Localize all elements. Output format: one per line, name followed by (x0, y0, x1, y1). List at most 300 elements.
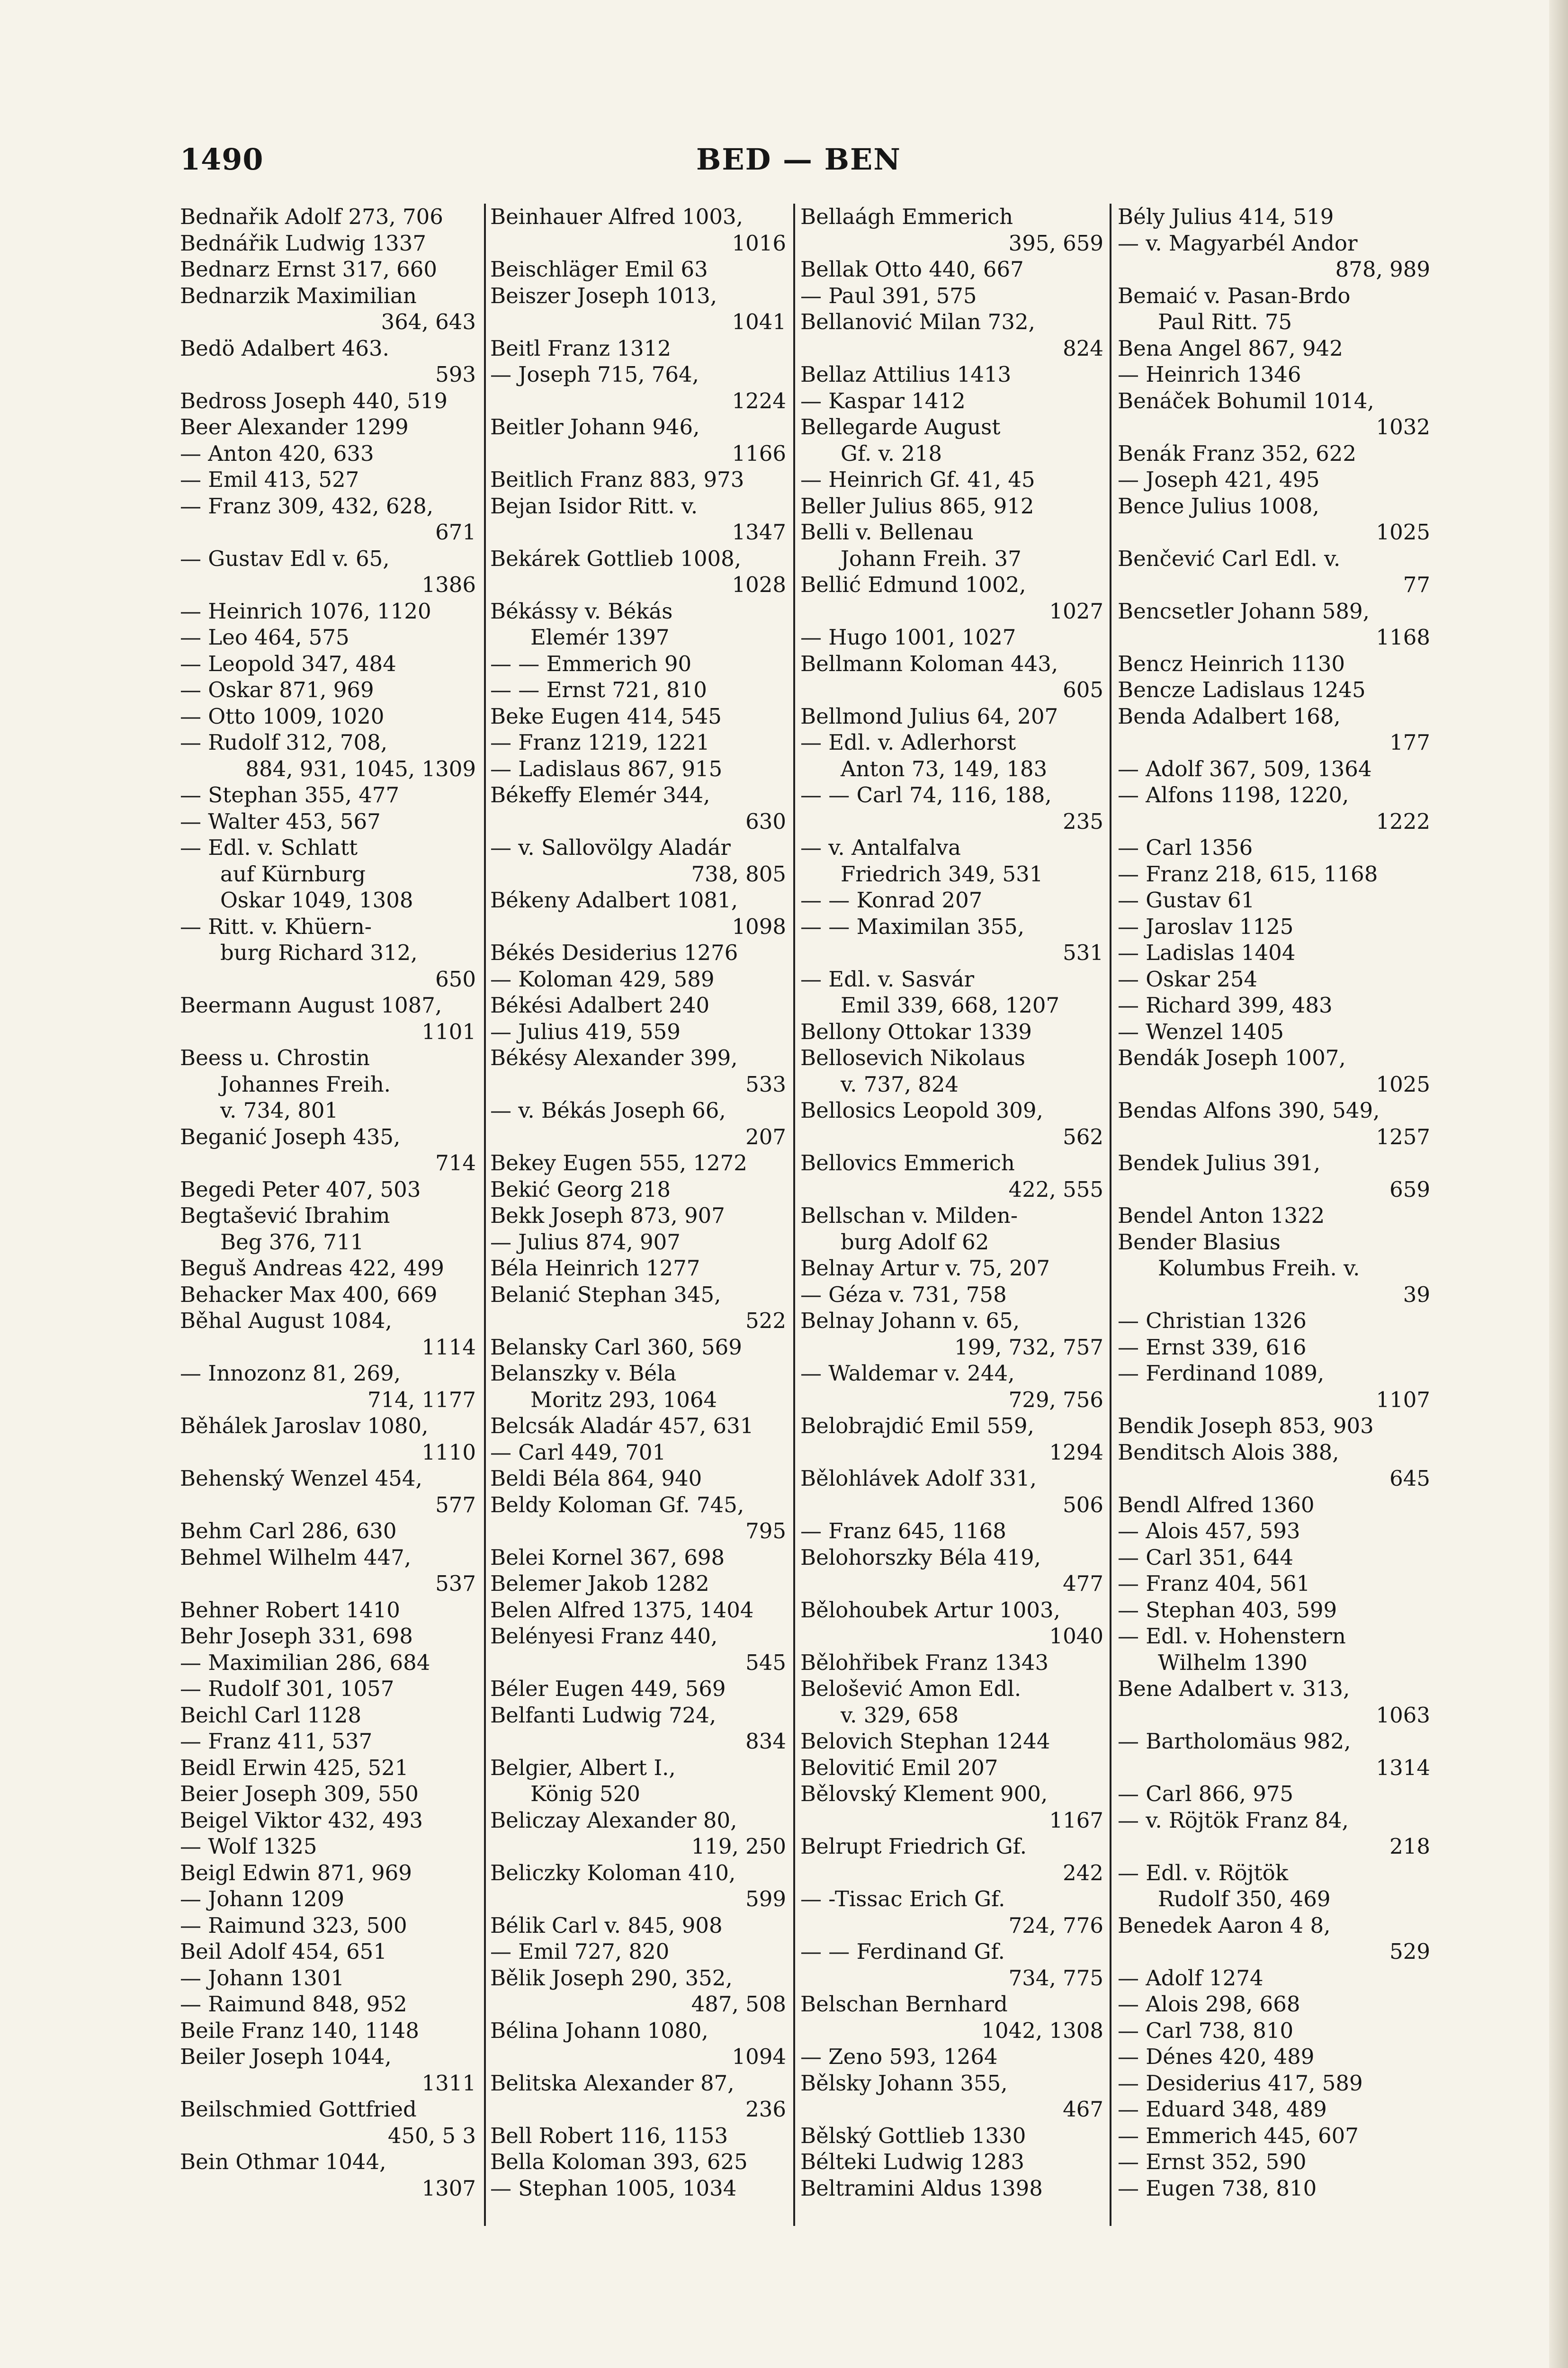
index-entry: Gf. v. 218 (841, 440, 942, 466)
index-entry: Beke Eugen 414, 545 (490, 703, 722, 729)
index-entry: Beliczay Alexander 80, (490, 1807, 737, 1833)
index-entry: Běhal August 1084, (180, 1308, 392, 1333)
index-entry: 630 (745, 808, 786, 834)
index-entry: Bellmond Julius 64, 207 (800, 703, 1058, 729)
index-entry: — Edl. v. Sasvár (800, 966, 975, 992)
index-entry: Békési Adalbert 240 (490, 993, 710, 1018)
index-entry: — Edl. v. Schlatt (180, 835, 358, 860)
index-entry: 422, 555 (1008, 1176, 1103, 1202)
index-entry: — Maximilian 286, 684 (180, 1650, 430, 1675)
index-entry: — Rudolf 312, 708, (180, 730, 388, 755)
index-entry: 645 (1389, 1466, 1430, 1491)
page-number: 1490 (180, 142, 264, 177)
index-entry: 834 (745, 1729, 786, 1754)
index-entry: Benedek Aaron 4 8, (1118, 1912, 1331, 1938)
index-entry: Belnay Johann v. 65, (800, 1308, 1020, 1333)
index-entry: 1016 (732, 230, 786, 256)
index-entry: — Joseph 715, 764, (490, 362, 699, 387)
index-entry: — Stephan 1005, 1034 (490, 2175, 737, 2201)
index-entry: 199, 732, 757 (954, 1334, 1103, 1360)
index-entry: Bellak Otto 440, 667 (800, 257, 1024, 282)
index-entry: Beil Adolf 454, 651 (180, 1939, 387, 1964)
index-entry: — Alfons 1198, 1220, (1118, 782, 1349, 807)
index-entry: — Otto 1009, 1020 (180, 703, 385, 729)
index-entry: 1110 (421, 1439, 476, 1465)
index-entry: Bělohoubek Artur 1003, (800, 1597, 1060, 1623)
index-entry: 1063 (1376, 1702, 1430, 1728)
index-entry: — v. Békás Joseph 66, (490, 1098, 726, 1123)
index-entry: — Alois 457, 593 (1118, 1518, 1300, 1543)
index-entry: 884, 931, 1045, 1309 (245, 756, 476, 781)
index-entry: — Innozonz 81, 269, (180, 1361, 401, 1386)
index-entry: 177 (1389, 730, 1430, 755)
index-entry: Bělohřibek Franz 1343 (800, 1650, 1049, 1675)
index-entry: Bednarz Ernst 317, 660 (180, 257, 438, 282)
index-entry: 671 (435, 520, 476, 545)
index-entry: Bellaz Attilius 1413 (800, 362, 1012, 387)
index-entry: Bencsetler Johann 589, (1118, 598, 1370, 624)
index-entry: 477 (1063, 1571, 1103, 1596)
index-entry: burg Richard 312, (220, 940, 418, 965)
index-entry: Békeffy Elemér 344, (490, 782, 710, 807)
index-entry: 1167 (1049, 1807, 1103, 1833)
index-entry: 714, 1177 (367, 1387, 476, 1412)
index-entry: — Ernst 339, 616 (1118, 1334, 1307, 1360)
index-entry: 1311 (421, 2070, 476, 2096)
index-entry: Bendl Alfred 1360 (1118, 1492, 1315, 1517)
index-entry: — Anton 420, 633 (180, 440, 374, 466)
index-entry: 39 (1403, 1282, 1430, 1307)
index-entry: burg Adolf 62 (841, 1229, 989, 1255)
index-entry: Bellovics Emmerich (800, 1150, 1015, 1175)
index-entry: Bene Adalbert v. 313, (1118, 1676, 1350, 1701)
index-entry: Bellschan v. Milden- (800, 1203, 1018, 1228)
index-entry: — Adolf 367, 509, 1364 (1118, 756, 1372, 781)
index-entry: 1101 (421, 1019, 476, 1044)
index-entry: Belcsák Aladár 457, 631 (490, 1413, 754, 1438)
index-entry: Běhálek Jaroslav 1080, (180, 1413, 429, 1438)
index-entry: — Franz 309, 432, 628, (180, 493, 434, 519)
index-entry: Benáček Bohumil 1014, (1118, 388, 1374, 413)
index-entry: Bellanović Milan 732, (800, 309, 1035, 334)
index-entry: — Julius 874, 907 (490, 1229, 681, 1255)
index-entry: Paul Ritt. 75 (1158, 309, 1292, 334)
index-entry: Belansky Carl 360, 569 (490, 1334, 742, 1360)
index-entry: — Paul 391, 575 (800, 283, 977, 308)
index-entry: Belgier, Albert I., (490, 1755, 676, 1780)
index-entry: Begedi Peter 407, 503 (180, 1176, 421, 1202)
index-entry: Behacker Max 400, 669 (180, 1282, 438, 1307)
index-entry: — Waldemar v. 244, (800, 1361, 1015, 1386)
column-3 (800, 204, 1103, 2231)
index-entry: Beg 376, 711 (220, 1229, 364, 1255)
index-entry: — Hugo 1001, 1027 (800, 625, 1016, 650)
index-entry: 1032 (1376, 414, 1430, 440)
index-entry: Beltramini Aldus 1398 (800, 2175, 1043, 2201)
page-edge (1549, 0, 1568, 2368)
index-entry: — Christian 1326 (1118, 1308, 1307, 1333)
index-entry: 1025 (1376, 1071, 1430, 1097)
index-entry: 1040 (1049, 1624, 1103, 1649)
index-entry: Johann Freih. 37 (841, 546, 1021, 571)
column-divider (1110, 204, 1111, 2226)
index-entry: 364, 643 (381, 309, 476, 334)
index-entry: Bejan Isidor Ritt. v. (490, 493, 698, 519)
index-entry: Behm Carl 286, 630 (180, 1518, 397, 1543)
index-entry: Belobrajdić Emil 559, (800, 1413, 1034, 1438)
index-entry: — Carl 1356 (1118, 835, 1253, 860)
index-entry: Belen Alfred 1375, 1404 (490, 1597, 754, 1623)
index-entry: 218 (1389, 1834, 1430, 1859)
index-entry: Beier Joseph 309, 550 (180, 1781, 419, 1806)
index-entry: — Alois 298, 668 (1118, 1991, 1300, 2017)
index-entry: Bender Blasius (1118, 1229, 1281, 1255)
index-entry: 593 (435, 362, 476, 387)
index-entry: Belohorszky Béla 419, (800, 1544, 1041, 1570)
index-entry: Benda Adalbert 168, (1118, 703, 1341, 729)
index-entry: — Carl 351, 644 (1118, 1544, 1294, 1570)
index-entry: Bendas Alfons 390, 549, (1118, 1098, 1380, 1123)
index-entry: Belschan Bernhard (800, 1991, 1008, 2017)
index-entry: Belli v. Bellenau (800, 520, 974, 545)
index-entry: Belemer Jakob 1282 (490, 1571, 709, 1596)
index-entry: 1347 (732, 520, 786, 545)
index-entry: — Emil 413, 527 (180, 467, 359, 492)
index-entry: 545 (745, 1650, 786, 1675)
index-entry: Bella Koloman 393, 625 (490, 2149, 748, 2174)
index-entry: 207 (745, 1124, 786, 1149)
index-entry: — -Tissac Erich Gf. (800, 1886, 1005, 1911)
index-entry: — Ladislaus 867, 915 (490, 756, 723, 781)
index-entry: Beidl Erwin 425, 521 (180, 1755, 409, 1780)
index-columns (180, 204, 1530, 2231)
column-divider (793, 204, 795, 2226)
index-entry: Beile Franz 140, 1148 (180, 2018, 419, 2043)
index-entry: 650 (435, 966, 476, 992)
index-entry: Bedö Adalbert 463. (180, 335, 389, 361)
index-entry: Bence Julius 1008, (1118, 493, 1319, 519)
index-entry: — Joseph 421, 495 (1118, 467, 1320, 492)
index-entry: 1098 (732, 914, 786, 939)
index-entry: — Julius 419, 559 (490, 1019, 681, 1044)
index-entry: — Ferdinand 1089, (1118, 1361, 1325, 1386)
index-entry: — Leopold 347, 484 (180, 651, 396, 676)
index-entry: — Edl. v. Röjtök (1118, 1860, 1289, 1885)
index-entry: Beermann August 1087, (180, 993, 442, 1018)
index-entry: Beldy Koloman Gf. 745, (490, 1492, 744, 1517)
index-entry: 450, 5 3 (387, 2123, 476, 2148)
index-entry: — Eugen 738, 810 (1118, 2175, 1317, 2201)
index-entry: 522 (745, 1308, 786, 1333)
index-entry: Bellić Edmund 1002, (800, 572, 1026, 597)
index-entry: Belovitić Emil 207 (800, 1755, 998, 1780)
index-entry: — Oskar 254 (1118, 966, 1258, 992)
index-entry: Bělovský Klement 900, (800, 1781, 1048, 1806)
index-entry: Beitler Johann 946, (490, 414, 700, 440)
index-entry: — Ernst 352, 590 (1118, 2149, 1307, 2174)
index-entry: — Wolf 1325 (180, 1834, 317, 1859)
index-entry: Beller Julius 865, 912 (800, 493, 1034, 519)
index-entry: 1028 (732, 572, 786, 597)
index-entry: 1314 (1376, 1755, 1430, 1780)
index-entry: — Johann 1301 (180, 1965, 345, 1991)
index-entry: Beitl Franz 1312 (490, 335, 671, 361)
index-entry: Belnay Artur v. 75, 207 (800, 1256, 1050, 1281)
index-entry: — Johann 1209 (180, 1886, 345, 1911)
index-entry: 531 (1063, 940, 1103, 965)
index-entry: Belényesi Franz 440, (490, 1624, 718, 1649)
index-entry: — Richard 399, 483 (1118, 993, 1333, 1018)
index-entry: Bělský Gottlieb 1330 (800, 2123, 1026, 2148)
index-entry: — — Emmerich 90 (490, 651, 692, 676)
index-entry: — Franz 645, 1168 (800, 1518, 1006, 1543)
index-entry: — Stephan 403, 599 (1118, 1597, 1337, 1623)
column-1 (180, 204, 476, 2231)
index-entry: Rudolf 350, 469 (1158, 1886, 1331, 1911)
index-entry: 1386 (421, 572, 476, 597)
index-entry: v. 737, 824 (841, 1071, 959, 1097)
index-entry: 77 (1403, 572, 1430, 597)
index-entry: 1114 (421, 1334, 476, 1360)
index-entry: 659 (1389, 1176, 1430, 1202)
index-entry: Beichl Carl 1128 (180, 1702, 361, 1728)
index-entry: — Koloman 429, 589 (490, 966, 715, 992)
index-entry: — Gustav Edl v. 65, (180, 546, 390, 571)
index-entry: Bekić Georg 218 (490, 1176, 671, 1202)
index-entry: — Franz 411, 537 (180, 1729, 373, 1754)
index-entry: Belfanti Ludwig 724, (490, 1702, 717, 1728)
index-entry: 537 (435, 1571, 476, 1596)
index-entry: 1094 (732, 2044, 786, 2069)
index-entry: Belošević Amon Edl. (800, 1676, 1021, 1701)
column-divider (484, 204, 486, 2226)
index-entry: 236 (745, 2097, 786, 2122)
index-entry: — Zeno 593, 1264 (800, 2044, 998, 2069)
index-entry: Bellosevich Nikolaus (800, 1045, 1026, 1070)
index-entry: Bélina Johann 1080, (490, 2018, 708, 2043)
index-entry: — Heinrich 1346 (1118, 362, 1301, 387)
index-entry: König 520 (530, 1781, 640, 1806)
index-entry: Bellegarde August (800, 414, 1001, 440)
index-entry: Békássy v. Békás (490, 598, 673, 624)
index-entry: Belanszky v. Béla (490, 1361, 677, 1386)
index-entry: Bednarzik Maximilian (180, 283, 417, 308)
index-entry: Belei Kornel 367, 698 (490, 1544, 725, 1570)
index-entry: 119, 250 (691, 1834, 786, 1859)
index-entry: — Heinrich 1076, 1120 (180, 598, 431, 624)
index-entry: — Jaroslav 1125 (1118, 914, 1294, 939)
index-entry: — Bartholomäus 982, (1118, 1729, 1351, 1754)
index-entry: Elemér 1397 (530, 625, 670, 650)
index-entry: 1107 (1376, 1387, 1430, 1412)
index-entry: 235 (1063, 808, 1103, 834)
index-entry: Bellmann Koloman 443, (800, 651, 1058, 676)
index-entry: — Géza v. 731, 758 (800, 1282, 1007, 1307)
index-entry: — Desiderius 417, 589 (1118, 2070, 1363, 2096)
index-entry: 605 (1063, 677, 1103, 702)
index-entry: Bencz Heinrich 1130 (1118, 651, 1345, 676)
page-header (180, 142, 1530, 180)
index-entry: 1224 (732, 388, 786, 413)
index-entry: Beigel Viktor 432, 493 (180, 1807, 423, 1833)
index-entry: Béler Eugen 449, 569 (490, 1676, 726, 1701)
index-entry: Kolumbus Freih. v. (1158, 1256, 1360, 1281)
index-entry: Bendek Julius 391, (1118, 1150, 1321, 1175)
index-entry: Bendel Anton 1322 (1118, 1203, 1325, 1228)
index-entry: — Stephan 355, 477 (180, 782, 400, 807)
index-entry: — v. Röjtök Franz 84, (1118, 1807, 1349, 1833)
index-entry: Beess u. Chrostin (180, 1045, 370, 1070)
index-entry: 1041 (732, 309, 786, 334)
index-entry: Beer Alexander 1299 (180, 414, 409, 440)
index-entry: — Leo 464, 575 (180, 625, 349, 650)
index-entry: Békeny Adalbert 1081, (490, 888, 738, 913)
index-entry: Bélik Carl v. 845, 908 (490, 1912, 723, 1938)
index-entry: — — Maximilan 355, (800, 914, 1025, 939)
index-entry: Bendák Joseph 1007, (1118, 1045, 1346, 1070)
index-entry: Emil 339, 668, 1207 (841, 993, 1060, 1018)
index-entry: 599 (745, 1886, 786, 1911)
index-entry: Bellosics Leopold 309, (800, 1098, 1043, 1123)
index-entry: Bein Othmar 1044, (180, 2149, 386, 2174)
index-entry: — Carl 738, 810 (1118, 2018, 1294, 2043)
index-entry: Belrupt Friedrich Gf. (800, 1834, 1027, 1859)
index-entry: — Carl 449, 701 (490, 1439, 666, 1465)
index-entry: — Wenzel 1405 (1118, 1019, 1284, 1044)
index-entry: 1307 (421, 2175, 476, 2201)
index-entry: Wilhelm 1390 (1158, 1650, 1308, 1675)
index-entry: Bedross Joseph 440, 519 (180, 388, 448, 413)
index-entry: — Ladislas 1404 (1118, 940, 1296, 965)
index-entry: Bencze Ladislaus 1245 (1118, 677, 1366, 702)
index-entry: 878, 989 (1335, 257, 1430, 282)
index-entry: 1042, 1308 (981, 2018, 1103, 2043)
index-entry: 824 (1063, 335, 1103, 361)
index-entry: Oskar 1049, 1308 (220, 888, 413, 913)
index-entry: — Heinrich Gf. 41, 45 (800, 467, 1035, 492)
index-entry: Bekk Joseph 873, 907 (490, 1203, 725, 1228)
index-entry: Beilschmied Gottfried (180, 2097, 417, 2122)
index-entry: Bendik Joseph 853, 903 (1118, 1413, 1374, 1438)
index-entry: — Franz 404, 561 (1118, 1571, 1310, 1596)
index-entry: Beischläger Emil 63 (490, 257, 708, 282)
index-entry: Beiler Joseph 1044, (180, 2044, 392, 2069)
index-entry: — Edl. v. Hohenstern (1118, 1624, 1346, 1649)
index-entry: — Franz 1219, 1221 (490, 730, 710, 755)
index-entry: 529 (1389, 1939, 1430, 1964)
index-entry: 506 (1063, 1492, 1103, 1517)
index-entry: — Eduard 348, 489 (1118, 2097, 1327, 2122)
index-entry: auf Kürnburg (220, 861, 366, 887)
index-entry: Bednařik Adolf 273, 706 (180, 204, 443, 229)
index-entry: Béla Heinrich 1277 (490, 1256, 700, 1281)
column-2 (490, 204, 786, 2231)
index-entry: 734, 775 (1008, 1965, 1103, 1991)
index-entry: Belitska Alexander 87, (490, 2070, 735, 2096)
index-entry: — Dénes 420, 489 (1118, 2044, 1315, 2069)
index-entry: — — Ernst 721, 810 (490, 677, 707, 702)
index-entry: Benák Franz 352, 622 (1118, 440, 1357, 466)
index-entry: 724, 776 (1008, 1912, 1103, 1938)
index-entry: Bělohlávek Adolf 331, (800, 1466, 1037, 1491)
index-entry: — Edl. v. Adlerhorst (800, 730, 1016, 755)
index-entry: 714 (435, 1150, 476, 1175)
index-entry: Bellaágh Emmerich (800, 204, 1013, 229)
index-entry: v. 329, 658 (841, 1702, 959, 1728)
index-entry: Beliczky Koloman 410, (490, 1860, 736, 1885)
index-entry: — Adolf 1274 (1118, 1965, 1263, 1991)
index-entry: Bekárek Gottlieb 1008, (490, 546, 742, 571)
index-entry: Belovich Stephan 1244 (800, 1729, 1050, 1754)
index-entry: Beigl Edwin 871, 969 (180, 1860, 412, 1885)
index-entry: — Emmerich 445, 607 (1118, 2123, 1359, 2148)
index-entry: 562 (1063, 1124, 1103, 1149)
index-entry: Behr Joseph 331, 698 (180, 1624, 413, 1649)
index-entry: Benčević Carl Edl. v. (1118, 546, 1341, 571)
index-entry: 577 (435, 1492, 476, 1517)
index-entry: Benditsch Alois 388, (1118, 1439, 1339, 1465)
index-entry: Behner Robert 1410 (180, 1597, 400, 1623)
index-entry: Bena Angel 867, 942 (1118, 335, 1343, 361)
index-entry: — v. Magyarbél Andor (1118, 230, 1358, 256)
index-entry: Beguš Andreas 422, 499 (180, 1256, 444, 1281)
index-entry: Beganić Joseph 435, (180, 1124, 401, 1149)
index-entry: Bélteki Ludwig 1283 (800, 2149, 1024, 2174)
index-entry: — Ritt. v. Khüern- (180, 914, 372, 939)
index-entry: Anton 73, 149, 183 (841, 756, 1048, 781)
index-entry: 729, 756 (1008, 1387, 1103, 1412)
index-entry: 795 (745, 1518, 786, 1543)
index-entry: Beldi Béla 864, 940 (490, 1466, 702, 1491)
index-entry: 487, 508 (691, 1991, 786, 2017)
index-entry: 1025 (1376, 520, 1430, 545)
index-entry: Bednářik Ludwig 1337 (180, 230, 427, 256)
index-entry: Bělik Joseph 290, 352, (490, 1965, 733, 1991)
index-entry: Bély Julius 414, 519 (1118, 204, 1334, 229)
index-entry: 1027 (1049, 598, 1103, 624)
index-entry: — Raimund 323, 500 (180, 1912, 407, 1938)
index-entry: 1166 (732, 440, 786, 466)
index-entry: Bemaić v. Pasan-Brdo (1118, 283, 1351, 308)
index-entry: — Emil 727, 820 (490, 1939, 670, 1964)
index-entry: 242 (1063, 1860, 1103, 1885)
index-entry: Békés Desiderius 1276 (490, 940, 738, 965)
index-entry: 467 (1063, 2097, 1103, 2122)
index-entry: Bell Robert 116, 1153 (490, 2123, 728, 2148)
index-entry: 533 (745, 1071, 786, 1097)
index-entry: v. 734, 801 (220, 1098, 339, 1123)
index-entry: Beiszer Joseph 1013, (490, 283, 717, 308)
index-entry: — — Carl 74, 116, 188, (800, 782, 1052, 807)
index-entry: Bělsky Johann 355, (800, 2070, 1008, 2096)
index-entry: — Gustav 61 (1118, 888, 1255, 913)
index-entry: — — Konrad 207 (800, 888, 983, 913)
index-entry: Behmel Wilhelm 447, (180, 1544, 412, 1570)
index-entry: — Carl 866, 975 (1118, 1781, 1294, 1806)
index-entry: — v. Antalfalva (800, 835, 961, 860)
index-entry: — Kaspar 1412 (800, 388, 966, 413)
index-entry: 1257 (1376, 1124, 1430, 1149)
index-entry: Begtašević Ibrahim (180, 1203, 390, 1228)
column-4 (1118, 204, 1430, 2231)
index-entry: Beitlich Franz 883, 973 (490, 467, 744, 492)
index-entry: Johannes Freih. (220, 1071, 391, 1097)
index-entry: Békésy Alexander 399, (490, 1045, 738, 1070)
index-entry: Belanić Stephan 345, (490, 1282, 721, 1307)
index-entry: Friedrich 349, 531 (841, 861, 1043, 887)
index-entry: Bellony Ottokar 1339 (800, 1019, 1032, 1044)
index-entry: — v. Sallovölgy Aladár (490, 835, 731, 860)
